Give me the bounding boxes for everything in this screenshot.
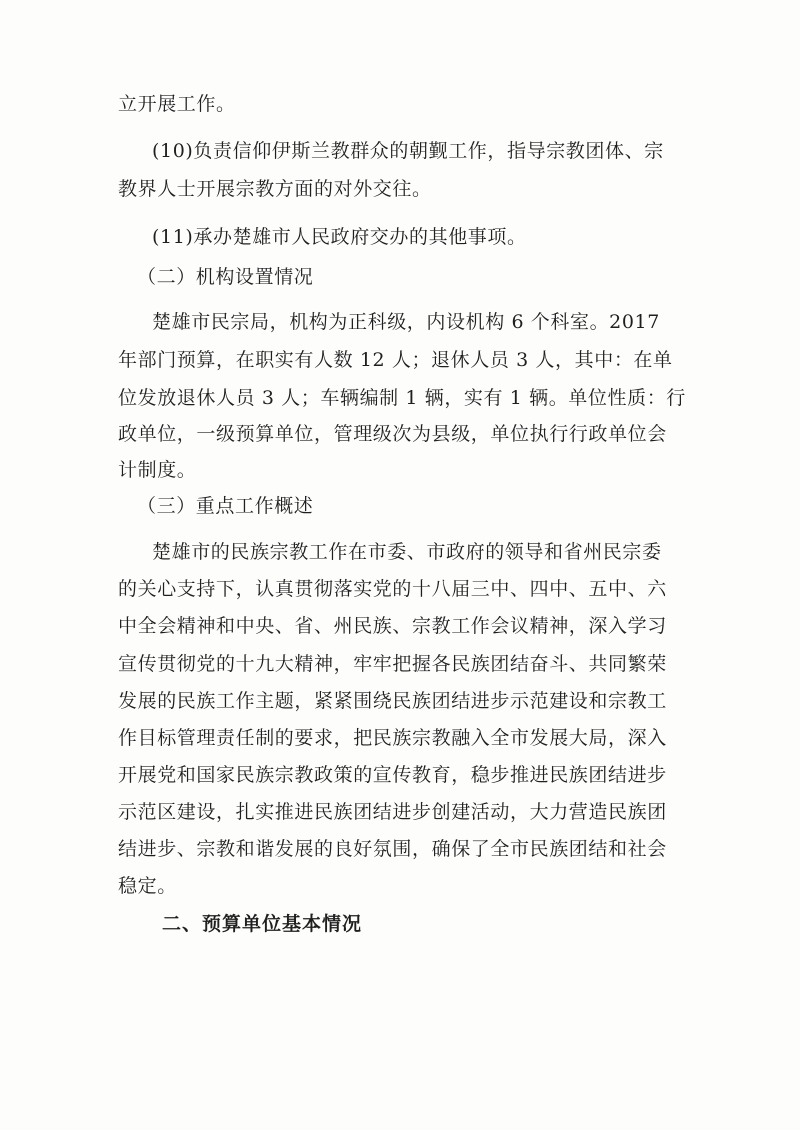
paragraph-line: 立开展工作。 <box>118 93 236 115</box>
paragraph-line: 楚雄市的民族宗教工作在市委、市政府的领导和省州民宗委 <box>152 541 662 563</box>
section-heading: （三）重点工作概述 <box>137 495 314 517</box>
paragraph-line: 作目标管理责任制的要求，把民族宗教融入全市发展大局，深入 <box>118 727 667 749</box>
paragraph-line: 发展的民族工作主题，紧紧围绕民族团结进步示范建设和宗教工 <box>118 690 667 712</box>
section-heading: （二）机构设置情况 <box>137 266 314 288</box>
paragraph-line: 开展党和国家民族宗教政策的宣传教育，稳步推进民族团结进步 <box>118 764 667 786</box>
paragraph-line: 教界人士开展宗教方面的对外交往。 <box>118 178 432 200</box>
paragraph-line: 稳定。 <box>118 875 177 897</box>
chapter-heading: 二、预算单位基本情况 <box>162 913 363 935</box>
paragraph-line: (11)承办楚雄市人民政府交办的其他事项。 <box>152 226 527 248</box>
paragraph-line: 示范区建设，扎实推进民族团结进步创建活动，大力营造民族团 <box>118 801 667 823</box>
paragraph-line: 结进步、宗教和谐发展的良好氛围，确保了全市民族团结和社会 <box>118 838 667 860</box>
paragraph-line: 宣传贯彻党的十九大精神，牢牢把握各民族团结奋斗、共同繁荣 <box>118 653 667 675</box>
paragraph-line: 中全会精神和中央、省、州民族、宗教工作会议精神，深入学习 <box>118 615 667 637</box>
paragraph-line: 年部门预算，在职实有人数 12 人；退休人员 3 人，其中：在单 <box>118 349 673 371</box>
paragraph-line: 位发放退休人员 3 人；车辆编制 1 辆，实有 1 辆。单位性质：行 <box>118 387 686 409</box>
paragraph-line: (10)负责信仰伊斯兰教群众的朝觐工作，指导宗教团体、宗 <box>152 140 664 162</box>
paragraph-line: 的关心支持下，认真贯彻落实党的十八届三中、四中、五中、六 <box>118 578 667 600</box>
paragraph-line: 楚雄市民宗局，机构为正科级，内设机构 6 个科室。2017 <box>152 311 660 333</box>
paragraph-line: 政单位，一级预算单位，管理级次为县级，单位执行行政单位会 <box>118 423 667 445</box>
paragraph-line: 计制度。 <box>118 459 197 481</box>
